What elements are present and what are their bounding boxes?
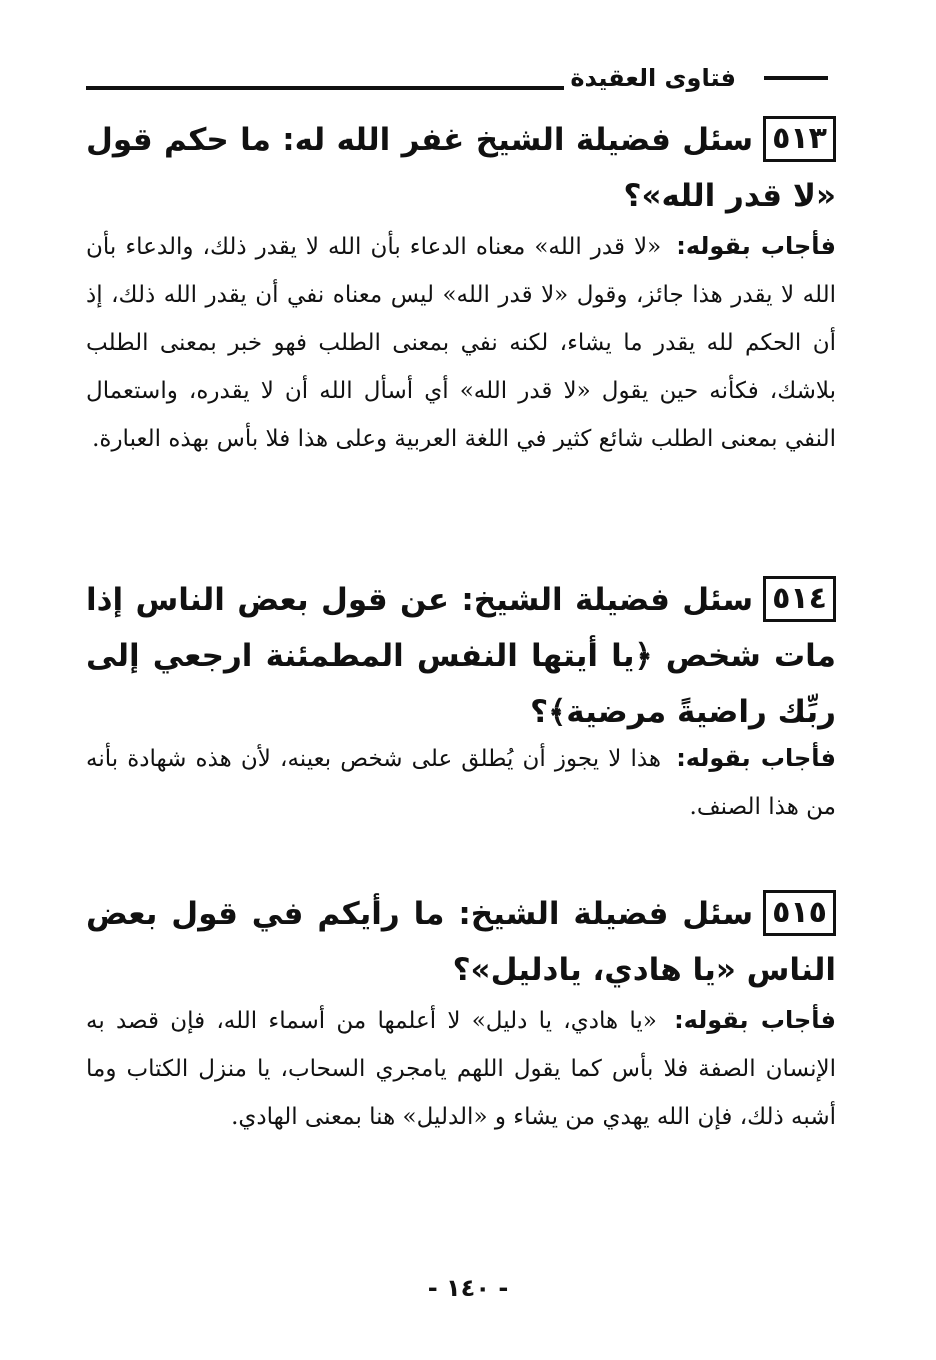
question-text: سئل فضيلة الشيخ: ما رأيكم في قول بعض الناس «يا هادي، يادليل»؟	[86, 896, 836, 988]
question-number-box: ٥١٣	[763, 116, 836, 162]
answer-513	[86, 222, 836, 463]
question-text: سئل فضيلة الشيخ غفر الله له: ما حكم قول «لا قدر الله»؟	[86, 122, 836, 214]
question-513	[86, 112, 836, 224]
question-number-box: ٥١٥	[763, 890, 836, 936]
answer-text: «لا قدر الله» معناه الدعاء بأن الله لا يقدر ذلك، والدعاء بأن الله لا يقدر هذا جائز، وقول «لا قدر الله» ليس معناه نفي أن يقدر الله ذلك، إذ أن الحكم لله يقدر ما يشاء، لكنه نفي بمعنى الطلب فهو خبر بمعنى الطلب بلاشك، فكأنه حين يقول «لا قدر الله» أي أسأل الله أن لا يقدره، واستعمال النفي بمعنى الطلب شائع كثير في اللغة العربية وعلى هذا فلا بأس بهذه العبارة.	[86, 234, 837, 452]
running-header	[86, 58, 828, 98]
question-514	[86, 572, 836, 740]
running-header-title: فتاوى العقيدة	[570, 64, 736, 92]
header-rule-short	[764, 76, 828, 80]
answer-text: هذا لا يجوز أن يُطلق على شخص بعينه، لأن هذه شهادة بأنه من هذا الصنف.	[86, 746, 836, 820]
answer-text: «يا هادي، يا دليل» لا أعلمها من أسماء الله، فإن قصد به الإنسان الصفة فلا بأس كما يقول اللهم يامجري السحاب، يا منزل الكتاب وما أشبه ذلك، فإن الله يهدي من يشاء و «الدليل» هنا بمعنى الهادي.	[86, 1008, 836, 1130]
header-rule	[86, 86, 564, 90]
answer-lead: فأجاب بقوله:	[676, 744, 836, 772]
answer-515	[86, 996, 836, 1141]
question-number-box: ٥١٤	[763, 576, 836, 622]
question-text: سئل فضيلة الشيخ: عن قول بعض الناس إذا مات شخص ﴿يا أيتها النفس المطمئنة ارجعي إلى ربِّك راضيةً مرضية﴾؟	[86, 582, 836, 730]
answer-514	[86, 734, 836, 831]
answer-lead: فأجاب بقوله:	[674, 1006, 836, 1034]
question-515	[86, 886, 836, 998]
answer-lead: فأجاب بقوله:	[676, 232, 837, 260]
page-number: - ١٤٠ -	[427, 1274, 509, 1302]
